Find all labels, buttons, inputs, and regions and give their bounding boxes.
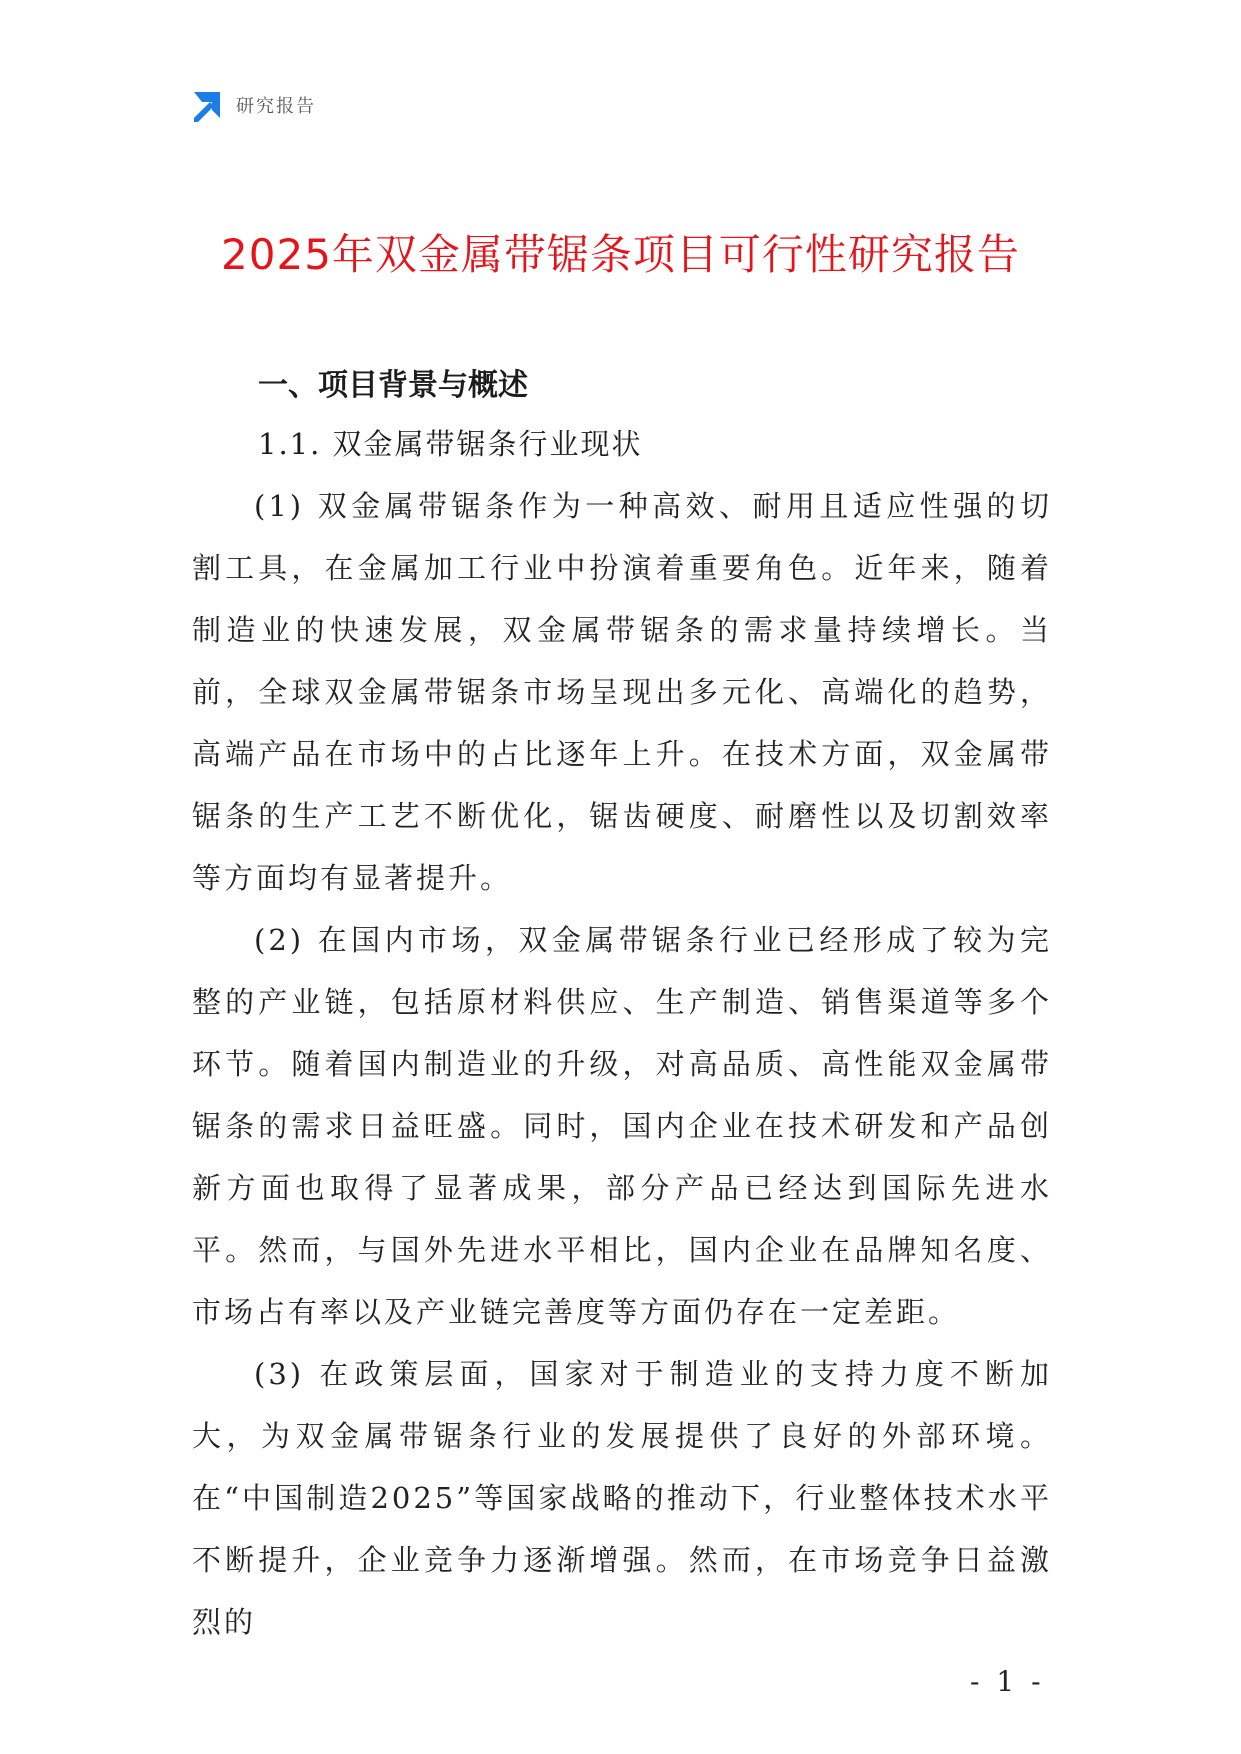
page-number: - 1 - bbox=[970, 1665, 1045, 1698]
header-label: 研究报告 bbox=[236, 96, 316, 117]
report-header bbox=[190, 88, 316, 122]
paragraph-2: (2) 在国内市场，双金属带锯条行业已经形成了较为完整的产业链，包括原材料供应、生产制造、销售渠道等多个环节。随着国内制造业的升级，对高品质、高性能双金属带锯条的需求日益旺盛。同时，国内企业在技术研发和产品创新方面也取得了显著成果，部分产品已经达到国际先进水平。然而，与国外先进水平相比，国内企业在品牌知名度、市场占有率以及产业链完善度等方面仍存在一定差距。 bbox=[192, 923, 1052, 1329]
arrow-up-right-icon bbox=[190, 88, 224, 122]
paragraph-1: (1) 双金属带锯条作为一种高效、耐用且适应性强的切割工具，在金属加工行业中扮演着重要角色。近年来，随着制造业的快速发展，双金属带锯条的需求量持续增长。当前，全球双金属带锯条市场呈现出多元化、高端化的趋势，高端产品在市场中的占比逐年上升。在技术方面，双金属带锯条的生产工艺不断优化，锯齿硬度、耐磨性以及切割效率等方面均有显著提升。 bbox=[192, 489, 1052, 895]
document-title: 2025年双金属带锯条项目可行性研究报告 bbox=[221, 230, 1020, 279]
body-text bbox=[192, 475, 1052, 1653]
section-heading: 一、项目背景与概述 bbox=[258, 368, 528, 403]
subsection-heading: 1.1. 双金属带锯条行业现状 bbox=[258, 427, 643, 461]
paragraph-3: (3) 在政策层面，国家对于制造业的支持力度不断加大，为双金属带锯条行业的发展提供了良好的外部环境。在“中国制造2025”等国家战略的推动下，行业整体技术水平不断提升，企业竞争力逐渐增强。然而，在市场竞争日益激烈的 bbox=[192, 1357, 1052, 1639]
